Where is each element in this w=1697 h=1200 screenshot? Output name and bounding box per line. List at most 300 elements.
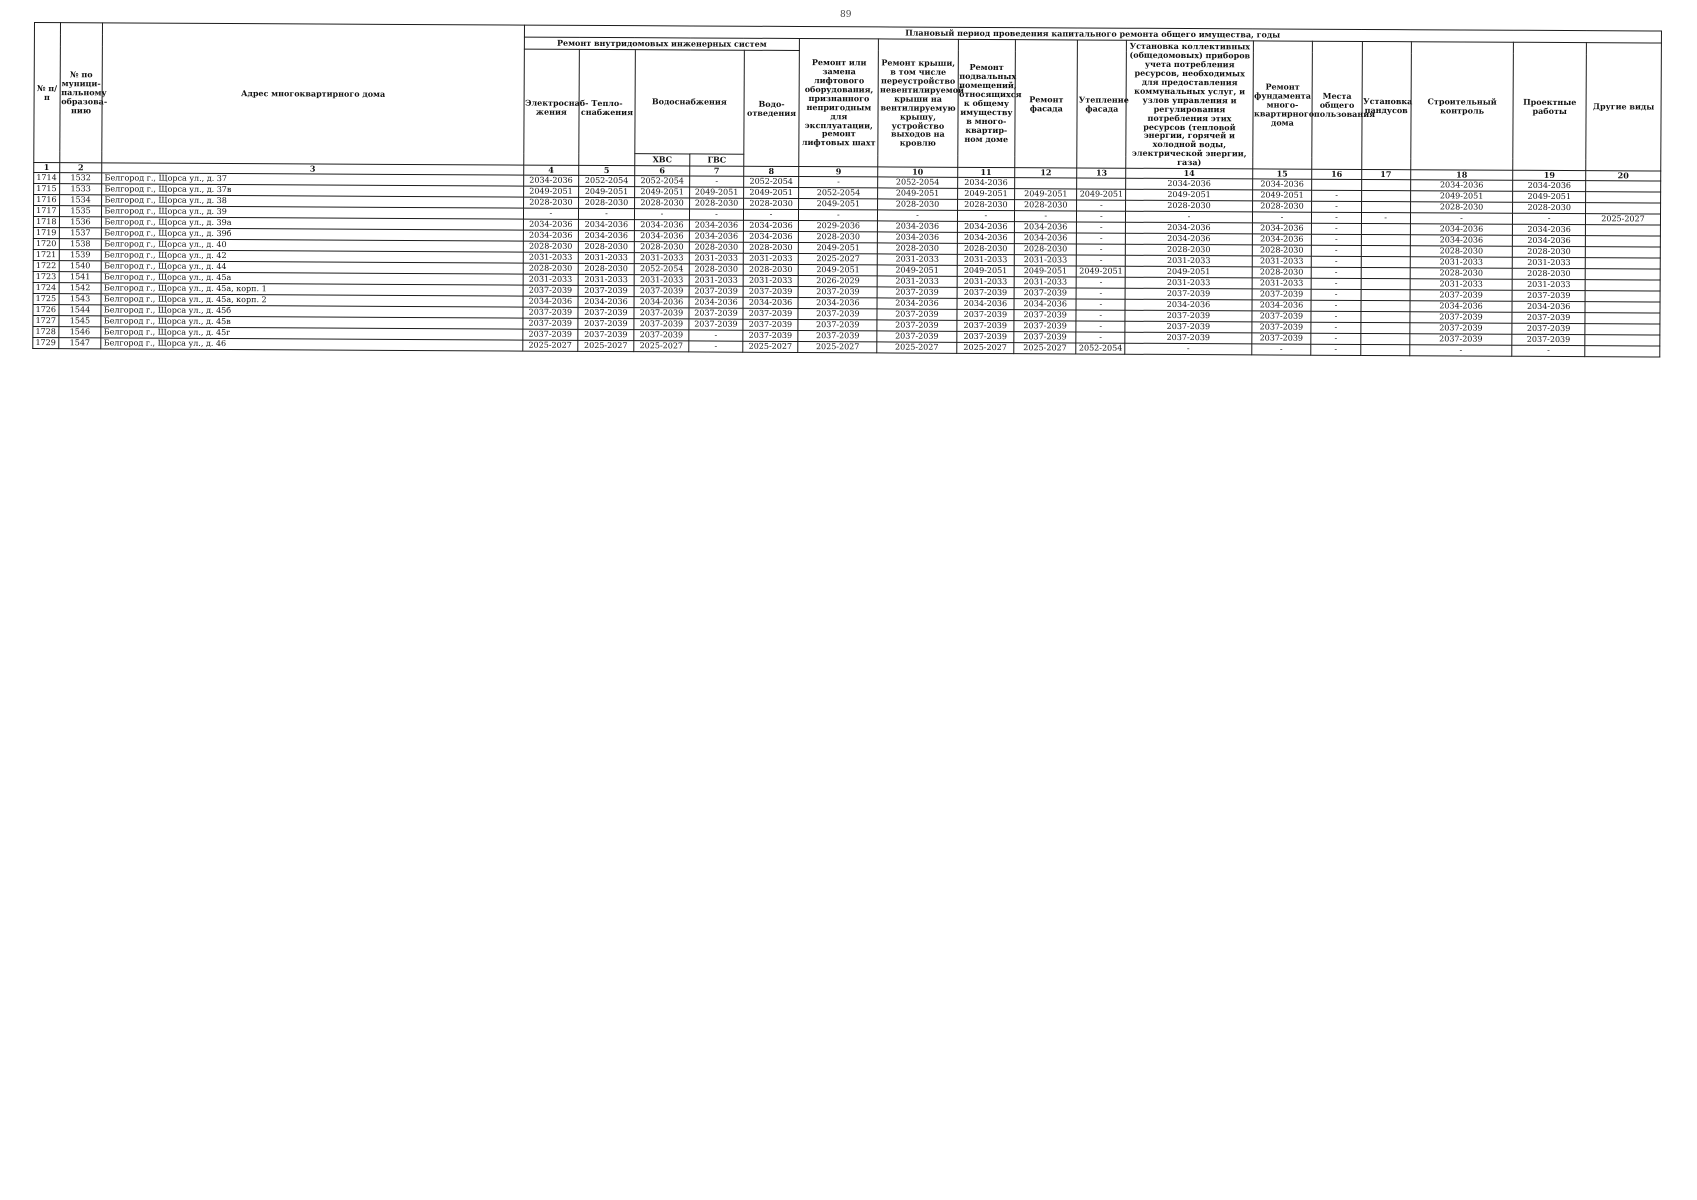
period-cell: 2034-2036: [957, 299, 1015, 310]
period-cell: 2037-2039: [1410, 334, 1513, 346]
period-cell: 2034-2036: [634, 231, 690, 242]
period-cell: [1361, 202, 1410, 213]
column-number-cell: 16: [1312, 169, 1361, 179]
municipal-number-cell: 1535: [59, 206, 102, 217]
period-cell: 2028-2030: [743, 199, 799, 210]
period-cell: 2034-2036: [1410, 224, 1513, 236]
period-cell: 2037-2039: [578, 286, 634, 297]
period-cell: [1361, 301, 1410, 312]
table-header: [34, 23, 1662, 182]
period-cell: 2049-2051: [1126, 267, 1252, 279]
column-number-cell: 19: [1513, 171, 1586, 181]
period-cell: 2031-2033: [1252, 278, 1312, 289]
header-col-5: Тепло-снабжения: [579, 49, 635, 166]
period-cell: [1361, 224, 1410, 235]
period-cell: 2034-2036: [578, 297, 634, 308]
address-cell: Белгород г., Щорса ул., д. 37: [102, 173, 523, 186]
period-cell: 2049-2051: [1015, 189, 1077, 200]
address-cell: Белгород г., Щорса ул., д. 38: [102, 195, 523, 208]
header-col-11: Ремонт подвальных помещений, относящихся к общему имуществу в много-квартир-ном доме: [957, 39, 1015, 168]
period-cell: 2049-2051: [523, 186, 579, 197]
municipal-number-cell: 1540: [59, 261, 102, 272]
period-cell: 2049-2051: [1077, 189, 1126, 200]
address-cell: Белгород г., Щорса ул., д. 45в: [101, 316, 522, 329]
period-cell: 2031-2033: [1126, 278, 1252, 290]
period-cell: 2034-2036: [523, 296, 579, 307]
period-cell: 2028-2030: [1410, 268, 1513, 280]
period-cell: 2028-2030: [523, 241, 579, 252]
header-col-16: Места общего пользования: [1312, 41, 1362, 170]
period-cell: 2031-2033: [1513, 258, 1586, 269]
municipal-number-cell: 1544: [59, 305, 102, 316]
period-cell: 2031-2033: [1512, 280, 1585, 291]
period-cell: 2028-2030: [690, 198, 743, 209]
period-cell: 2034-2036: [689, 297, 742, 308]
column-number-cell: 15: [1252, 169, 1312, 179]
address-cell: Белгород г., Щорса ул., д. 45б: [101, 305, 522, 318]
period-cell: 2028-2030: [523, 263, 579, 274]
period-cell: -: [1077, 244, 1126, 255]
period-cell: 2037-2039: [743, 331, 799, 342]
period-cell: -: [1311, 300, 1360, 311]
period-cell: 2031-2033: [634, 275, 690, 286]
address-cell: Белгород г., Щорса ул., д. 39а: [102, 217, 523, 230]
period-cell: 2037-2039: [522, 329, 578, 340]
period-cell: [1586, 181, 1661, 192]
period-cell: 2034-2036: [634, 220, 690, 231]
municipal-number-cell: 1537: [59, 228, 102, 239]
period-cell: 2031-2033: [743, 276, 799, 287]
period-cell: 2025-2027: [1585, 214, 1660, 225]
period-cell: -: [690, 209, 743, 220]
period-cell: 2031-2033: [578, 275, 634, 286]
period-cell: 2031-2033: [1126, 256, 1252, 268]
period-cell: [1585, 335, 1660, 346]
period-cell: 2025-2027: [522, 340, 578, 351]
period-cell: 2031-2033: [523, 252, 579, 263]
period-cell: -: [1361, 213, 1410, 224]
municipal-number-cell: 1541: [59, 272, 102, 283]
period-cell: [1585, 269, 1660, 280]
period-cell: 2028-2030: [957, 244, 1015, 255]
period-cell: 2052-2054: [799, 188, 878, 199]
period-cell: 2034-2036: [1410, 180, 1513, 192]
period-cell: 2028-2030: [689, 264, 742, 275]
municipal-number-cell: 1532: [59, 173, 102, 184]
period-cell: 2034-2036: [1252, 300, 1312, 311]
period-cell: 2034-2036: [1252, 179, 1312, 190]
row-number-cell: 1726: [33, 305, 59, 316]
header-col-12: Ремонт фасада: [1015, 40, 1078, 169]
column-number-cell: 18: [1410, 170, 1513, 181]
period-cell: 2028-2030: [578, 242, 634, 253]
period-cell: -: [1252, 212, 1312, 223]
period-cell: -: [1076, 321, 1125, 332]
period-cell: 2028-2030: [878, 199, 957, 210]
period-cell: 2049-2051: [957, 266, 1015, 277]
period-cell: 2025-2027: [578, 341, 634, 352]
address-cell: Белгород г., Щорса ул., д. 39: [102, 206, 523, 219]
address-cell: Белгород г., Щорса ул., д. 45а, корп. 2: [101, 294, 522, 307]
header-no: № п/п: [34, 23, 60, 163]
period-cell: 2037-2039: [1512, 291, 1585, 302]
period-cell: 2034-2036: [1252, 234, 1312, 245]
header-col-4: Электроснаб-жения: [523, 49, 579, 166]
period-cell: 2025-2027: [799, 254, 878, 265]
row-number-cell: 1720: [33, 239, 59, 250]
period-cell: 2028-2030: [957, 200, 1015, 211]
period-cell: 2049-2051: [1126, 190, 1252, 202]
period-cell: 2028-2030: [1252, 201, 1312, 212]
column-number-cell: 4: [523, 165, 579, 175]
period-cell: [1360, 334, 1409, 345]
period-cell: 2049-2051: [878, 188, 957, 199]
period-cell: 2034-2036: [878, 221, 957, 232]
period-cell: -: [1312, 256, 1361, 267]
municipal-number-cell: 1546: [58, 327, 101, 338]
period-cell: 2037-2039: [578, 319, 634, 330]
period-cell: -: [634, 209, 690, 220]
period-cell: 2037-2039: [1512, 313, 1585, 324]
period-cell: 2034-2036: [743, 298, 799, 309]
address-cell: Белгород г., Щорса ул., д. 46: [101, 338, 522, 351]
period-cell: 2031-2033: [689, 275, 742, 286]
column-number-cell: 2: [59, 163, 102, 173]
period-cell: [1361, 268, 1410, 279]
header-col-14: Установка коллективных (общедомовых) приборов учета потребления ресурсов, необходимых для предоставления коммунальных услуг, и узлов управления и регулирования потребления этих ресурсов (тепловой энергии, горячей и холодной воды, электрической энергии, газа): [1126, 40, 1253, 169]
period-cell: [1585, 291, 1660, 302]
period-cell: 2031-2033: [1014, 255, 1076, 266]
period-cell: -: [689, 341, 742, 352]
period-cell: 2037-2039: [1410, 312, 1513, 324]
period-cell: 2037-2039: [634, 308, 690, 319]
period-cell: -: [579, 209, 635, 220]
period-cell: 2031-2033: [957, 277, 1015, 288]
header-mun-no: № по муници-пальному образова-нию: [59, 23, 102, 164]
period-cell: 2028-2030: [1252, 267, 1312, 278]
period-cell: 2037-2039: [1251, 333, 1311, 344]
header-address: Адрес многоквартирного дома: [102, 23, 524, 166]
period-cell: 2034-2036: [957, 222, 1015, 233]
period-cell: 2028-2030: [1015, 244, 1077, 255]
period-cell: -: [1076, 332, 1125, 343]
period-cell: -: [1077, 211, 1126, 222]
period-cell: -: [1312, 223, 1361, 234]
period-cell: 2028-2030: [1126, 201, 1252, 213]
period-cell: [1360, 312, 1409, 323]
period-cell: -: [1512, 346, 1585, 357]
period-cell: 2031-2033: [743, 254, 799, 265]
period-cell: 2025-2027: [1014, 343, 1076, 354]
address-cell: Белгород г., Щорса ул., д. 37в: [102, 184, 523, 197]
period-cell: 2037-2039: [877, 320, 956, 331]
period-cell: 2037-2039: [689, 319, 742, 330]
period-cell: 2037-2039: [1251, 311, 1311, 322]
period-cell: 2028-2030: [799, 232, 878, 243]
period-cell: [1585, 324, 1660, 335]
column-number-cell: 17: [1361, 170, 1410, 180]
period-cell: 2034-2036: [1513, 236, 1586, 247]
table-body: [33, 173, 1661, 358]
row-number-cell: 1724: [33, 283, 59, 294]
address-cell: Белгород г., Щорса ул., д. 45а, корп. 1: [101, 283, 522, 296]
column-number-cell: 14: [1126, 169, 1252, 180]
period-cell: 2049-2051: [1252, 190, 1312, 201]
period-cell: 2025-2027: [743, 342, 799, 353]
address-cell: Белгород г., Щорса ул., д. 40: [102, 239, 523, 252]
period-cell: 2034-2036: [1015, 233, 1077, 244]
header-period-title: Плановый период проведения капитального ремонта общего имущества, годы: [524, 25, 1661, 43]
period-cell: 2034-2036: [743, 232, 799, 243]
period-cell: -: [743, 210, 799, 221]
period-cell: 2031-2033: [1410, 257, 1513, 269]
municipal-number-cell: 1545: [59, 316, 102, 327]
period-cell: 2034-2036: [523, 219, 579, 230]
column-number-cell: 9: [799, 167, 878, 177]
period-cell: 2037-2039: [743, 287, 799, 298]
period-cell: 2037-2039: [798, 309, 877, 320]
period-cell: 2034-2036: [1125, 300, 1251, 312]
period-cell: 2031-2033: [1410, 279, 1513, 291]
period-cell: -: [1513, 214, 1586, 225]
header-col-10: Ремонт крыши, в том числе переустройство невентилируемой крыши на вентилируемую крышу, устройство выходов на кровлю: [878, 39, 958, 168]
period-cell: 2037-2039: [743, 309, 799, 320]
period-cell: 2028-2030: [1513, 203, 1586, 214]
period-cell: -: [1312, 267, 1361, 278]
period-cell: 2034-2036: [878, 232, 957, 243]
period-cell: 2034-2036: [957, 233, 1015, 244]
period-cell: 2037-2039: [798, 287, 877, 298]
period-cell: 2026-2029: [798, 276, 877, 287]
period-cell: 2037-2039: [956, 310, 1014, 321]
period-cell: [1585, 280, 1660, 291]
period-cell: 2037-2039: [1125, 322, 1251, 334]
period-cell: 2049-2051: [957, 189, 1015, 200]
period-cell: 2037-2039: [578, 330, 634, 341]
period-cell: 2028-2030: [523, 197, 579, 208]
period-cell: 2034-2036: [634, 297, 690, 308]
column-number-cell: 8: [743, 167, 799, 177]
period-cell: 2034-2036: [957, 178, 1015, 189]
column-number-cell: 7: [690, 166, 743, 176]
period-cell: 2049-2051: [579, 187, 635, 198]
row-number-cell: 1719: [33, 228, 59, 239]
period-cell: -: [1312, 234, 1361, 245]
period-cell: 2031-2033: [1252, 256, 1312, 267]
period-cell: -: [1126, 212, 1252, 224]
period-cell: -: [1311, 311, 1360, 322]
period-cell: [1361, 180, 1410, 191]
municipal-number-cell: 1547: [58, 338, 101, 349]
period-cell: 2034-2036: [798, 298, 877, 309]
period-cell: 2037-2039: [1410, 290, 1513, 302]
period-cell: -: [957, 211, 1015, 222]
period-cell: 2052-2054: [634, 264, 690, 275]
period-cell: 2037-2039: [634, 330, 690, 341]
column-number-cell: 12: [1015, 168, 1077, 178]
header-col-20: Другие виды: [1586, 43, 1662, 172]
period-cell: 2031-2033: [1014, 277, 1076, 288]
period-cell: 2037-2039: [877, 331, 956, 342]
period-cell: 2049-2051: [799, 199, 878, 210]
period-cell: 2034-2036: [1014, 299, 1076, 310]
period-cell: 2031-2033: [878, 254, 957, 265]
period-cell: 2028-2030: [579, 198, 635, 209]
row-number-cell: 1715: [34, 184, 60, 195]
column-number-cell: 1: [34, 163, 60, 173]
municipal-number-cell: 1533: [59, 184, 102, 195]
period-cell: -: [1312, 212, 1361, 223]
period-cell: 2037-2039: [798, 331, 877, 342]
period-cell: 2025-2027: [798, 342, 877, 353]
period-cell: 2028-2030: [690, 242, 743, 253]
period-cell: -: [1076, 277, 1125, 288]
period-cell: 2037-2039: [1512, 324, 1585, 335]
period-cell: 2049-2051: [743, 188, 799, 199]
period-cell: [1361, 246, 1410, 257]
period-cell: [1585, 236, 1660, 247]
period-cell: 2029-2036: [799, 221, 878, 232]
period-cell: 2034-2036: [1126, 234, 1252, 246]
period-cell: 2034-2036: [523, 175, 579, 186]
period-cell: 2034-2036: [1513, 225, 1586, 236]
period-cell: 2034-2036: [1126, 223, 1252, 235]
period-cell: -: [1251, 344, 1311, 355]
period-cell: 2028-2030: [1410, 202, 1513, 214]
period-cell: -: [1410, 213, 1513, 225]
municipal-number-cell: 1534: [59, 195, 102, 206]
period-cell: 2034-2036: [690, 220, 743, 231]
municipal-number-cell: 1538: [59, 239, 102, 250]
period-cell: 2037-2039: [1125, 289, 1251, 301]
period-cell: [1586, 192, 1661, 203]
column-number-cell: 5: [579, 166, 635, 176]
period-cell: [1077, 178, 1126, 189]
period-cell: 2037-2039: [743, 320, 799, 331]
period-cell: 2052-2054: [878, 177, 957, 188]
period-cell: 2034-2036: [579, 220, 635, 231]
period-cell: 2025-2027: [633, 341, 689, 352]
row-number-cell: 1728: [33, 327, 59, 338]
period-cell: 2052-2054: [743, 177, 799, 188]
period-cell: -: [1015, 211, 1077, 222]
row-number-cell: 1718: [33, 217, 59, 228]
header-col-15: Ремонт фундамента много-квартирного дома: [1252, 41, 1313, 170]
period-cell: 2049-2051: [798, 265, 877, 276]
header-col-19: Проектные работы: [1513, 42, 1586, 171]
period-cell: -: [1311, 289, 1360, 300]
period-cell: 2052-2054: [579, 176, 635, 187]
column-number-cell: 11: [957, 168, 1015, 178]
period-cell: [1360, 345, 1409, 356]
period-cell: 2025-2027: [877, 342, 956, 353]
period-cell: -: [523, 208, 579, 219]
period-cell: -: [1312, 201, 1361, 212]
address-cell: Белгород г., Щорса ул., д. 45г: [101, 327, 522, 340]
page-number: 89: [840, 10, 852, 20]
period-cell: 2028-2030: [1015, 200, 1077, 211]
period-cell: -: [1076, 288, 1125, 299]
period-cell: 2034-2036: [578, 231, 634, 242]
row-number-cell: 1717: [33, 206, 59, 217]
repair-schedule-table: [32, 22, 1662, 358]
period-cell: 2037-2039: [1125, 311, 1251, 323]
period-cell: 2028-2030: [634, 198, 690, 209]
period-cell: 2037-2039: [523, 307, 579, 318]
period-cell: 2037-2039: [1251, 322, 1311, 333]
row-number-cell: 1729: [33, 338, 59, 349]
period-cell: 2049-2051: [799, 243, 878, 254]
column-number-cell: 13: [1077, 168, 1126, 178]
period-cell: 2028-2030: [743, 265, 799, 276]
row-number-cell: 1714: [34, 173, 60, 184]
period-cell: 2028-2030: [1513, 247, 1586, 258]
period-cell: 2031-2033: [523, 274, 579, 285]
row-number-cell: 1727: [33, 316, 59, 327]
header-col-18: Строительный контроль: [1410, 42, 1513, 171]
period-cell: [1360, 323, 1409, 334]
period-cell: -: [1311, 278, 1360, 289]
address-cell: Белгород г., Щорса ул., д. 45а: [102, 272, 523, 285]
period-cell: 2034-2036: [523, 230, 579, 241]
municipal-number-cell: 1543: [59, 294, 102, 305]
period-cell: [1585, 258, 1660, 269]
period-cell: 2031-2033: [578, 253, 634, 264]
header-col-8: Водо-отведения: [743, 50, 799, 167]
period-cell: [1586, 203, 1661, 214]
period-cell: 2037-2039: [689, 286, 742, 297]
period-cell: 2037-2039: [956, 321, 1014, 332]
row-number-cell: 1722: [33, 261, 59, 272]
period-cell: 2037-2039: [634, 286, 690, 297]
period-cell: [1585, 247, 1660, 258]
period-cell: 2028-2030: [634, 242, 690, 253]
period-cell: [1312, 179, 1361, 190]
period-cell: 2028-2030: [743, 243, 799, 254]
address-cell: Белгород г., Щорса ул., д. 39б: [102, 228, 523, 241]
period-cell: -: [1077, 200, 1126, 211]
period-cell: 2037-2039: [634, 319, 690, 330]
column-number-cell: 10: [878, 167, 957, 177]
period-cell: 2028-2030: [878, 243, 957, 254]
row-number-cell: 1725: [33, 294, 59, 305]
period-cell: -: [1125, 344, 1251, 356]
header-col-17: Установка пандусов: [1361, 41, 1411, 170]
period-cell: 2037-2039: [877, 309, 956, 320]
column-number-cell: 6: [634, 166, 690, 176]
period-cell: -: [1311, 344, 1360, 355]
row-number-cell: 1721: [33, 250, 59, 261]
period-cell: 2037-2039: [1014, 288, 1076, 299]
period-cell: -: [1311, 322, 1360, 333]
period-cell: 2037-2039: [956, 332, 1014, 343]
period-cell: 2037-2039: [798, 320, 877, 331]
period-cell: 2031-2033: [690, 253, 743, 264]
period-cell: -: [1311, 333, 1360, 344]
period-cell: 2034-2036: [690, 231, 743, 242]
period-cell: -: [799, 177, 878, 188]
period-cell: [1585, 225, 1660, 236]
repair-schedule-sheet: [32, 22, 1662, 358]
period-cell: 2028-2030: [1512, 269, 1585, 280]
period-cell: [1585, 313, 1660, 324]
period-cell: 2034-2036: [1126, 179, 1252, 191]
municipal-number-cell: 1536: [59, 217, 102, 228]
period-cell: 2034-2036: [1410, 235, 1513, 247]
period-cell: 2049-2051: [690, 187, 743, 198]
period-cell: 2031-2033: [634, 253, 690, 264]
period-cell: 2028-2030: [1126, 245, 1252, 257]
